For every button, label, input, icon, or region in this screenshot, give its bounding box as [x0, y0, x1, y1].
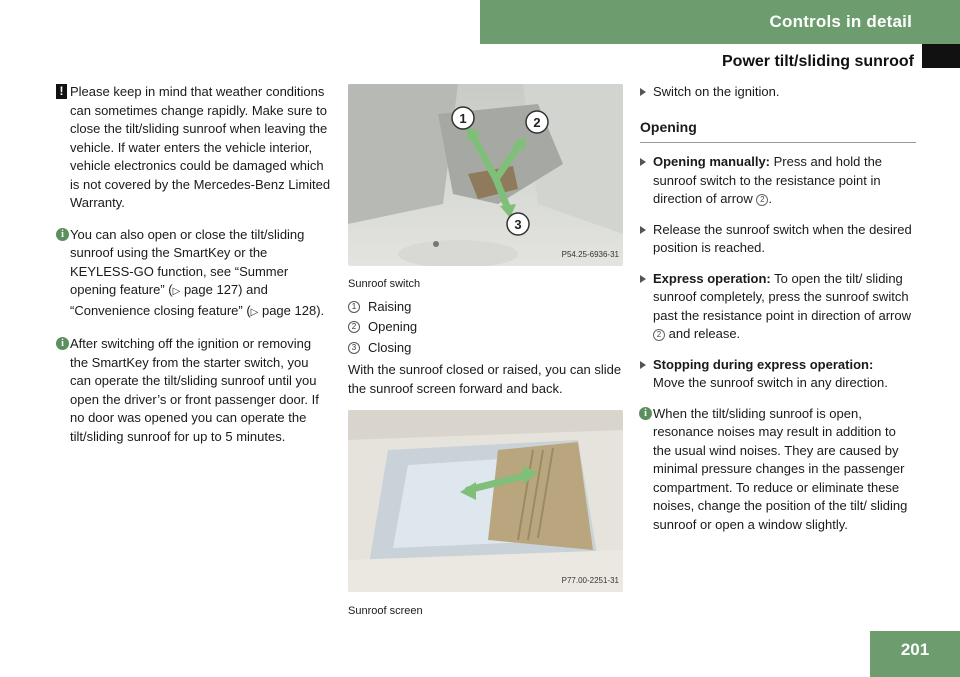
step-arrow-icon: [640, 361, 646, 369]
svg-text:1: 1: [459, 111, 467, 126]
info-icon: i: [56, 228, 69, 241]
step-release: [640, 221, 916, 258]
step-label: Opening manually:: [653, 154, 771, 169]
svg-text:2: 2: [533, 115, 541, 130]
legend-label: Closing: [368, 339, 412, 355]
info-text-part: page 127) and “Convenience closing feature” (: [70, 282, 268, 318]
sunroof-switch-illustration: [348, 84, 623, 266]
column-middle: [348, 84, 623, 625]
page-ref-icon: ▷: [172, 286, 181, 297]
step-label: Express operation:: [653, 270, 771, 286]
image-caption: Sunroof screen: [348, 605, 423, 617]
info-icon: i: [56, 337, 69, 350]
legend-number: 1: [348, 301, 360, 313]
step-open-manually: [640, 153, 916, 209]
step-text: Switch on the ignition.: [653, 84, 780, 99]
legend-number: 3: [348, 342, 360, 354]
step-arrow-icon: [640, 275, 646, 283]
info-note-smartkey: [57, 226, 332, 323]
sunroof-screen-photo: [348, 410, 623, 592]
legend-label: Opening: [368, 319, 418, 334]
svg-text:3: 3: [514, 217, 522, 232]
legend-label: Raising: [368, 298, 412, 314]
sunroof-screen-illustration: [348, 410, 623, 592]
warning-icon: !: [56, 84, 67, 99]
subsection-title: Power tilt/sliding sunroof: [722, 53, 914, 70]
step-label: Stopping during express operation:: [653, 356, 874, 372]
step-arrow-icon: [640, 88, 646, 96]
step-text: and release.: [665, 326, 741, 341]
info-icon: i: [639, 407, 652, 420]
info-text-part: page 128).: [258, 302, 325, 318]
image-code: P77.00-2251-31: [561, 575, 619, 585]
info-note-ignition: [57, 335, 332, 446]
section-header-bar: [480, 0, 960, 44]
step-text: Release the sunroof switch when the desired position is reached.: [653, 221, 912, 255]
warning-text: Please keep in mind that weather conditions can sometimes change rapidly. Make sure to close the tilt/sliding sunroof when leaving the vehicle. If water enters the vehicle interior, vehicle electronics could be damaged which is not covered by the Mercedes-Benz Limited Warranty.: [70, 84, 331, 210]
step-arrow-icon: [640, 158, 646, 166]
image-caption: Sunroof switch: [348, 278, 421, 290]
column-right: [640, 83, 916, 547]
step-text: Move the sunroof switch in any direction.: [653, 375, 888, 390]
warning-note: [57, 83, 332, 213]
slide-text: With the sunroof closed or raised, you can slide the sunroof screen forward and back.: [348, 362, 622, 396]
step-express-operation: [640, 270, 916, 344]
image-code: P54.25-6936-31: [561, 249, 619, 259]
section-title: Controls in detail: [769, 12, 912, 31]
arrow-reference: 2: [756, 194, 768, 206]
info-note-resonance: [640, 405, 916, 535]
legend-item: [348, 318, 623, 337]
info-text: After switching off the ignition or removing the SmartKey from the starter switch, you can operate the tilt/sliding sunroof until you open the driver’s or front passenger door. If no door was opened you can operate the tilt/sliding sunroof for up to 5 minutes.: [70, 336, 319, 444]
header-tab-marker: [922, 44, 960, 68]
column-left: [57, 83, 332, 459]
page-ref-icon: ▷: [250, 306, 259, 318]
info-text: When the tilt/sliding sunroof is open, resonance noises may result in addition to the usual wind noises. They are caused by minimal pressure changes in the passenger compartment. To reduce or eliminate these noises, change the position of the tilt/ sliding sunroof or open a window slightly.: [653, 405, 908, 532]
section-heading: Opening: [640, 118, 916, 144]
step-text: .: [768, 191, 772, 206]
legend-item: [348, 339, 623, 358]
info-text-part: You can also open or close the tilt/sliding sunroof using the SmartKey or the KEYLESS-GO function, see “Summer opening feature” (: [70, 226, 305, 297]
arrow-reference: 2: [653, 329, 665, 341]
step-text: Press and hold the sunroof switch to the resistance point in direction of arrow: [653, 154, 883, 206]
sunroof-switch-photo: [348, 84, 623, 266]
step-stop-express: [640, 356, 916, 393]
step-ignition: [640, 83, 916, 102]
page-number: 201: [870, 631, 960, 677]
step-text: To open the tilt/ sliding sunroof completely, press the sunroof switch past the resistance point in direction of arrow: [653, 270, 911, 323]
legend-number: 2: [348, 321, 360, 333]
legend-item: [348, 298, 623, 317]
step-arrow-icon: [640, 226, 646, 234]
